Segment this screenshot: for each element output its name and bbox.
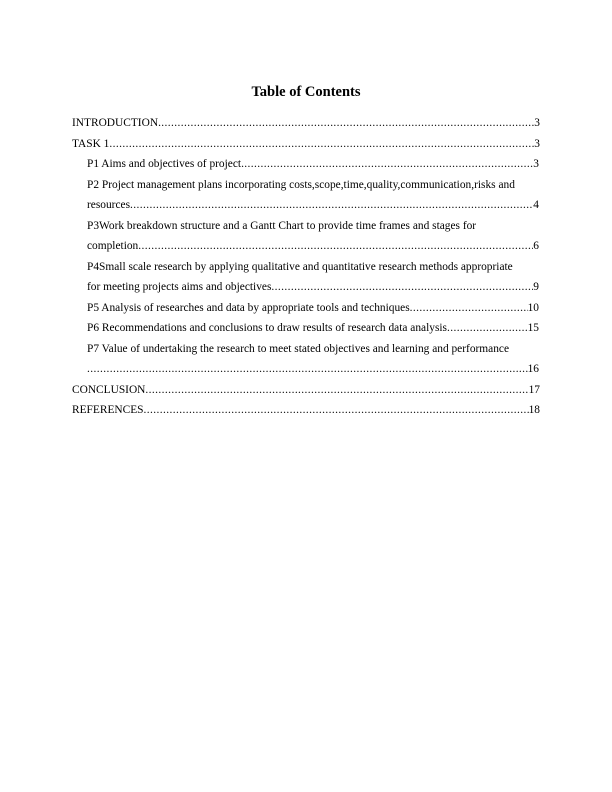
dot-leader — [130, 195, 533, 216]
toc-entry-heading: INTRODUCTION — [72, 117, 159, 129]
dot-leader — [109, 134, 534, 155]
toc-entry-heading: P6 Recommendations and conclusions to draw results of research data analysis — [87, 322, 447, 334]
toc-page-number: 9 — [533, 281, 539, 293]
toc-entry-heading: resources — [87, 199, 131, 211]
toc-page-number: 4 — [533, 199, 539, 211]
toc-entry-text: P2 Project management plans incorporating costs,scope,time,quality,communication,risks and — [87, 178, 515, 191]
toc-entry-text: P7 Value of undertaking the research to meet stated objectives and learning and performance — [87, 342, 510, 355]
toc-entry-heading: for meeting projects aims and objectives — [87, 281, 272, 293]
dot-leader — [145, 380, 528, 401]
toc-entry-heading: completion — [87, 240, 139, 252]
toc-page-number: 16 — [527, 363, 539, 375]
toc-entry-text: P3Work breakdown structure and a Gantt Chart to provide time frames and stages for — [87, 219, 477, 232]
dot-leader — [271, 277, 533, 298]
toc-page-number: 6 — [533, 240, 539, 252]
toc-title: Table of Contents — [251, 84, 361, 100]
toc-entry-heading: CONCLUSION — [72, 383, 146, 396]
toc-page-number: 3 — [534, 117, 540, 129]
toc-entry-text: P4Small scale research by applying qualitative and quantitative research methods appropriate — [87, 260, 513, 273]
dot-leader — [241, 154, 533, 175]
toc-entry[interactable] — [72, 298, 540, 319]
toc-page-number: 15 — [527, 322, 539, 334]
toc-page-number: 17 — [528, 383, 540, 396]
dot-leader — [158, 113, 534, 134]
toc-page-number: 18 — [528, 404, 540, 416]
toc-page-number: 3 — [534, 137, 540, 150]
toc-entry[interactable] — [72, 175, 540, 216]
toc-entry[interactable] — [72, 134, 540, 155]
toc-entry-heading: TASK 1 — [72, 137, 110, 150]
toc-entry[interactable] — [72, 318, 540, 339]
toc-entry-heading: P5 Analysis of researches and data by appropriate tools and techniques — [87, 301, 410, 314]
dot-leader — [138, 236, 533, 257]
toc-page-number: 10 — [527, 301, 539, 314]
toc-entry-heading: REFERENCES — [72, 404, 144, 416]
toc-entry[interactable] — [72, 400, 540, 421]
toc-entry[interactable] — [72, 113, 540, 134]
toc-page-number: 3 — [533, 158, 539, 170]
dot-leader — [144, 400, 529, 421]
toc-entry[interactable] — [72, 380, 540, 401]
dot-leader — [410, 298, 528, 319]
toc-entry[interactable] — [72, 154, 540, 175]
dot-leader — [447, 318, 528, 339]
toc-entry[interactable] — [72, 339, 540, 380]
dot-leader — [87, 359, 528, 380]
toc-entry-heading: P1 Aims and objectives of project — [87, 158, 242, 170]
toc-entry[interactable] — [72, 257, 540, 298]
toc-entry[interactable] — [72, 216, 540, 257]
table-of-contents — [72, 113, 540, 421]
